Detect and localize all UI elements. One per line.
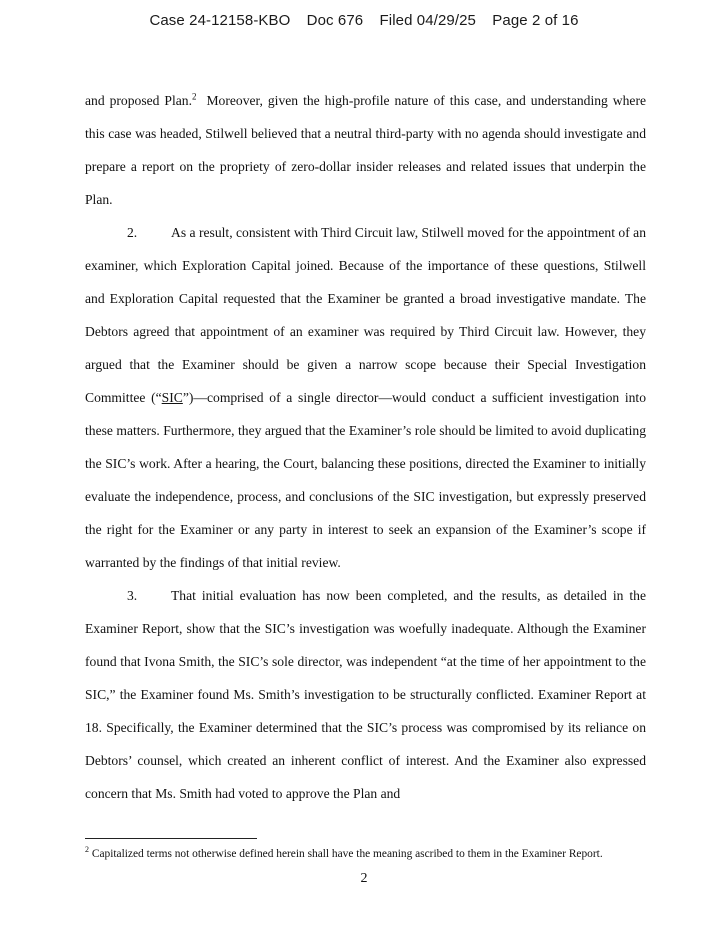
page-of-total: Page 2 of 16 xyxy=(492,12,579,29)
defined-term: SIC xyxy=(161,390,183,405)
document-body xyxy=(85,84,650,810)
footnote xyxy=(85,846,655,862)
filed-date: Filed 04/29/25 xyxy=(379,12,476,29)
footnote-divider xyxy=(85,838,257,839)
paragraph-3 xyxy=(85,579,646,810)
paragraph-text: and proposed Plan. xyxy=(85,93,192,108)
paragraph-text: Moreover, given the high-profile nature of this case, and understanding where this case was headed, Stilwell believed that a neutral third-party with no agenda should investigate and prepare a report on the propriety of zero-dollar insider releases and related issues that underpin the Plan. xyxy=(85,93,650,207)
paragraph-continuation xyxy=(85,84,650,216)
footnote-reference: 2 xyxy=(192,91,197,102)
paragraph-number: 3. xyxy=(127,588,138,603)
page-number: 2 xyxy=(360,871,368,886)
case-number: Case 24-12158-KBO xyxy=(149,12,291,29)
paragraph-text: ”)—comprised of a single director—would conduct a sufficient investigation into these matters. Furthermore, they argued that the Examiner’s role should be limited to avoid duplicating the SIC’s work. After a hearing, the Court, balancing these positions, directed the Examiner to initially evaluate the independence, process, and conclusions of the SIC investigation, but expressly preserved the right for the Examiner or any party in interest to seek an expansion of the Examiner’s scope if warranted by the findings of that initial review. xyxy=(85,390,646,570)
court-filing-header xyxy=(0,12,728,29)
footnote-marker: 2 xyxy=(85,845,89,855)
footnote-text: Capitalized terms not otherwise defined herein shall have the meaning ascribed to them in the Examiner Report. xyxy=(89,848,603,860)
paragraph-2 xyxy=(85,216,646,579)
paragraph-text: That initial evaluation has now been completed, and the results, as detailed in the Examiner Report, show that the SIC’s investigation was woefully inadequate. Although the Examiner found that Ivona Smith, the SIC’s sole director, was independent “at the time of her appointment to the SIC,” the Examiner found Ms. Smith’s investigation to be structurally conflicted. Examiner Report at 18. Specifically, the Examiner determined that the SIC’s process was compromised by its reliance on Debtors’ counsel, which created an inherent conflict of interest. And the Examiner also expressed concern that Ms. Smith had voted to approve the Plan and xyxy=(85,588,646,801)
paragraph-text: As a result, consistent with Third Circuit law, Stilwell moved for the appointment of an examiner, which Exploration Capital joined. Because of the importance of these questions, Stilwell and Exploration Capital requested that the Examiner be granted a broad investigative mandate. The Debtors agreed that appointment of an examiner was required by Third Circuit law. However, they argued that the Examiner should be given a narrow scope because their Special Investigation Committee (“ xyxy=(85,225,646,405)
paragraph-number: 2. xyxy=(127,225,138,240)
document-number: Doc 676 xyxy=(306,12,364,29)
